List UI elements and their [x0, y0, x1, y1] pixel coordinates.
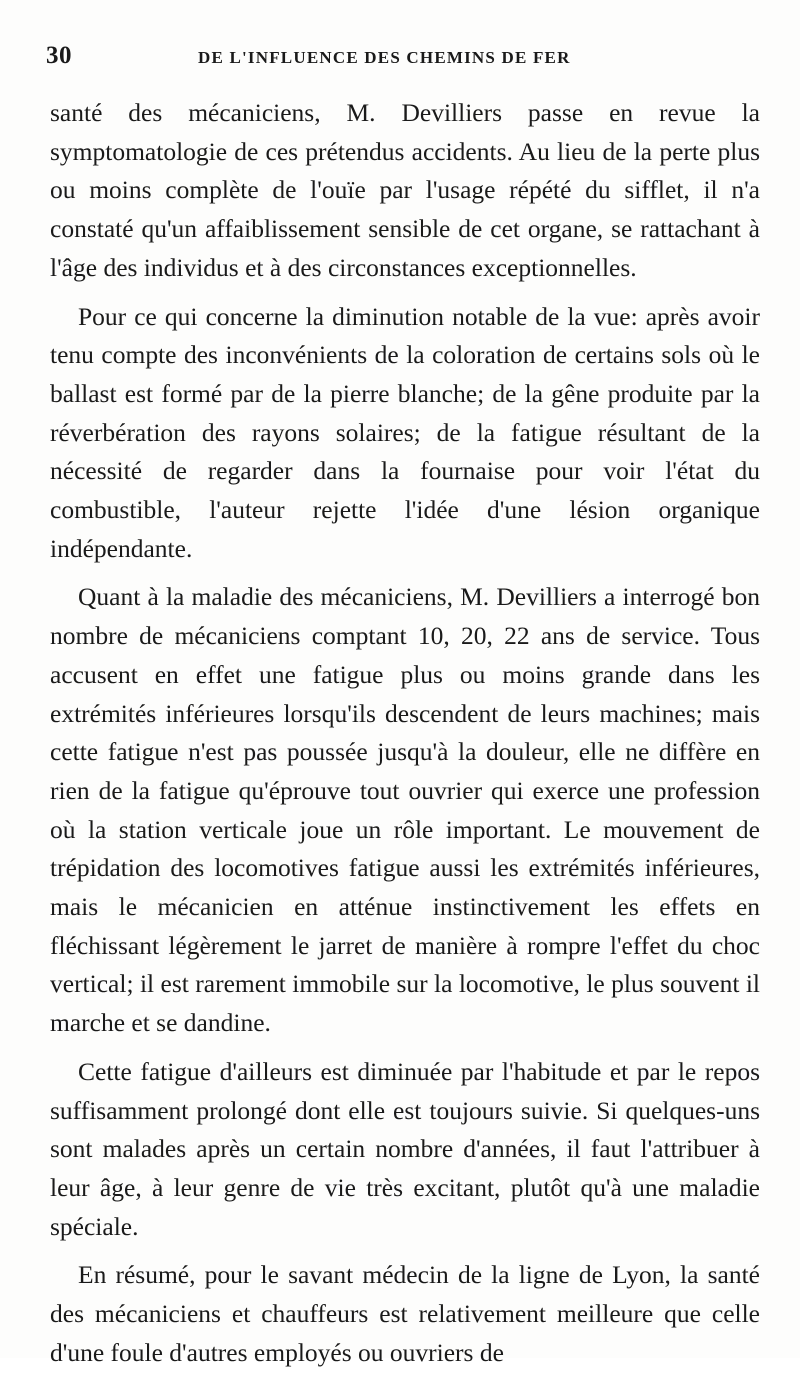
paragraph-2: Pour ce qui concerne la diminution notable de la vue: après avoir tenu compte des inconvénients de la coloration de certains sols où le ballast est formé par de la pierre blanche; de la gêne produite par la réverbération des rayons solaires; de la fatigue résultant de la nécessité de regarder dans la fournaise pour voir l'état du combustible, l'auteur rejette l'idée d'une lésion organique indépendante.: [50, 301, 760, 563]
page-header: [46, 42, 760, 78]
paragraph-3: Quant à la maladie des mécaniciens, M. Devilliers a interrogé bon nombre de mécaniciens comptant 10, 20, 22 ans de service. Tous accusent en effet une fatigue plus ou moins grande dans les extrémités inférieures lorsqu'ils descendent de leurs machines; mais cette fatigue n'est pas poussée jusqu'à la douleur, elle ne diffère en rien de la fatigue qu'éprouve tout ouvrier qui exerce une profession où la station verticale joue un rôle important. Le mouvement de trépidation des locomotives fatigue aussi les extrémités inférieures, mais le mécanicien en atténue instinctivement les effets en fléchissant légèrement le jarret de manière à rompre l'effet du choc vertical; il est rarement immobile sur la locomotive, le plus souvent il marche et se dandine.: [50, 582, 760, 1038]
paragraph-5: En résumé, pour le savant médecin de la ligne de Lyon, la santé des mécaniciens et chauffeurs est relativement meilleure que celle d'une foule d'autres employés ou ouvriers de: [50, 1260, 760, 1367]
running-title: DE L'INFLUENCE DES CHEMINS DE FER: [198, 48, 571, 67]
paragraph-1: santé des mécaniciens, M. Devilliers passe en revue la symptomatologie de ces prétendus accidents. Au lieu de la perte plus ou moins complète de l'ouïe par l'usage répété du sifflet, il n'a constaté qu'un affaiblissement sensible de cet organe, se rattachant à l'âge des individus et à des circonstances exceptionnelles.: [50, 98, 760, 282]
body-text: [50, 94, 760, 1383]
page-number: 30: [46, 42, 72, 69]
paragraph-4: Cette fatigue d'ailleurs est diminuée par l'habitude et par le repos suffisamment prolongé dont elle est toujours suivie. Si quelques-uns sont malades après un certain nombre d'années, il faut l'attribuer à leur âge, à leur genre de vie très excitant, plutôt qu'à une maladie spéciale.: [50, 1056, 760, 1241]
